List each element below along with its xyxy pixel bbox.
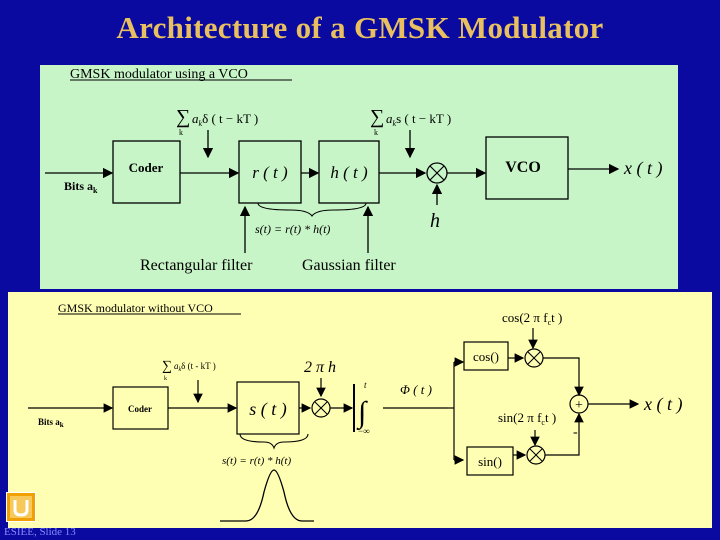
sum-delta-index: k xyxy=(164,376,167,382)
sin-carrier-label: sin(2 π $f_ct$ ) xyxy=(498,410,557,427)
sum-s-label: $a_ks$ ( t − kT ) xyxy=(386,111,452,128)
sum-delta-sigma: ∑ xyxy=(176,106,191,128)
sum-delta-label: $a_k\delta$ ( t − kT ) xyxy=(192,111,259,128)
coder-label: Coder xyxy=(128,160,164,175)
gauss-filter-caption: Gaussian filter xyxy=(302,257,396,274)
adder-plus: + xyxy=(575,398,583,413)
shaping-filter-label: s ( t ) xyxy=(249,399,287,419)
adder-minus: - xyxy=(573,425,578,440)
gauss-filter-label: h ( t ) xyxy=(330,163,368,182)
sum-delta-label: $a_k\delta$ (t - kT ) xyxy=(174,361,216,373)
vco-modulator-panel xyxy=(40,65,678,289)
no-vco-modulator-diagram xyxy=(8,292,712,528)
vco-heading: GMSK modulator using a VCO xyxy=(70,67,248,82)
conv-brace xyxy=(240,434,308,448)
bits-label: Bits $a_k$ xyxy=(38,417,64,429)
sum-delta-sigma: ∑ xyxy=(162,359,172,374)
no-vco-heading: GMSK modulator without VCO xyxy=(58,301,213,315)
vco-output-label: x ( t ) xyxy=(624,158,663,178)
rect-filter-caption: Rectangular filter xyxy=(140,257,253,274)
integral-lower: −∞ xyxy=(358,426,370,436)
output-label: x ( t ) xyxy=(644,394,683,414)
rect-filter-label: r ( t ) xyxy=(252,163,288,182)
sin-block-label: sin() xyxy=(478,454,502,469)
no-vco-modulator-panel xyxy=(8,292,712,528)
gaussian-pulse xyxy=(220,470,314,521)
sum-s-index: k xyxy=(374,128,378,137)
h-gain-label: h xyxy=(430,210,440,232)
logo-icon xyxy=(7,493,35,521)
phase-label: Φ ( t ) xyxy=(400,382,432,397)
integrator-symbol: ∫ xyxy=(358,396,367,429)
coder-label: Coder xyxy=(128,404,152,414)
vco-modulator-diagram xyxy=(40,65,678,289)
conv-formula: s(t) = r(t) * h(t) xyxy=(222,455,292,467)
cos-carrier-label: cos(2 π $f_ct$ ) xyxy=(502,310,563,327)
sum-s-sigma: ∑ xyxy=(370,106,385,128)
bits-label: Bits $a_k$ xyxy=(64,179,98,195)
slide-title: Architecture of a GMSK Modulator xyxy=(116,10,604,45)
slide-footer: ESIEE, Slide 13 xyxy=(4,526,76,538)
sum-delta-index: k xyxy=(179,128,183,137)
conv-brace xyxy=(258,203,366,216)
conv-formula: s(t) = r(t) * h(t) xyxy=(255,222,331,236)
school-logo xyxy=(6,492,36,522)
gain-label: 2 π h xyxy=(304,359,337,376)
cos-block-label: cos() xyxy=(473,349,499,364)
integral-upper: t xyxy=(364,380,367,390)
vco-label: VCO xyxy=(505,159,541,176)
